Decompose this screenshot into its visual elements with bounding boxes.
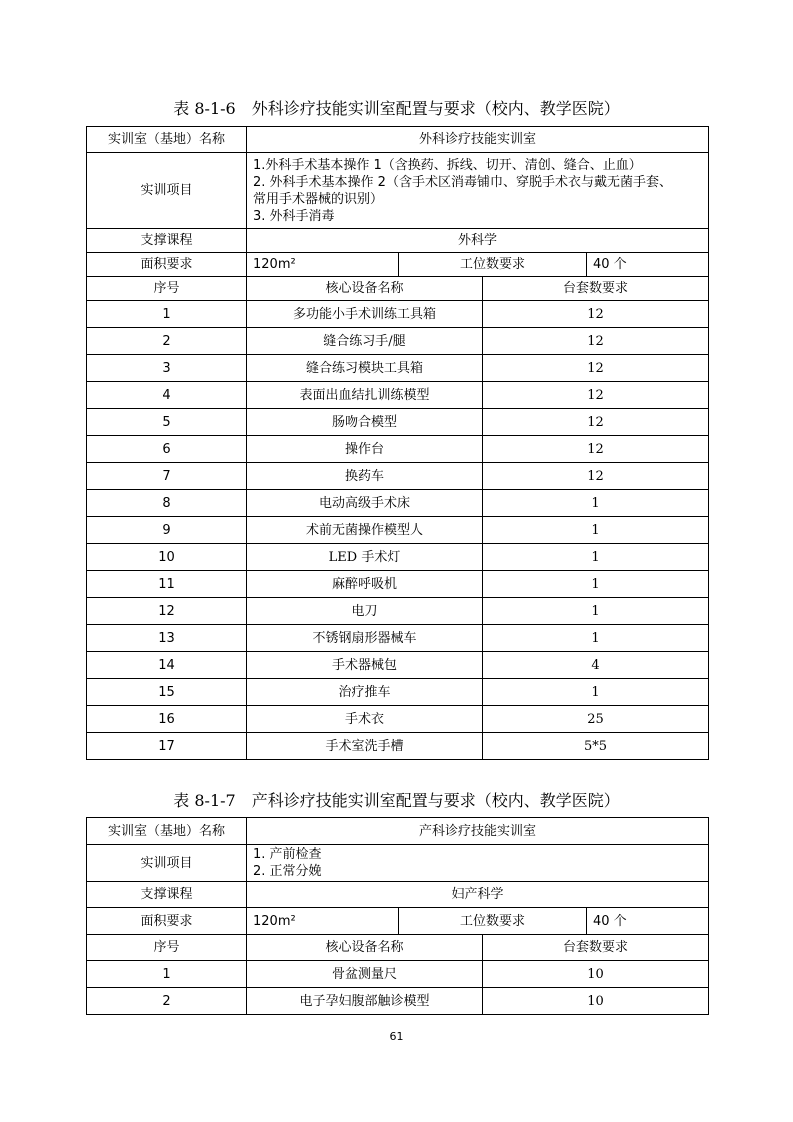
col-no-header: 序号 bbox=[87, 277, 247, 301]
project-line: 1.外科手术基本操作 1（含换药、拆线、切开、清创、缝合、止血） bbox=[253, 157, 642, 173]
project-line: 常用手术器械的识别） bbox=[253, 191, 384, 207]
course-label: 支撑课程 bbox=[87, 882, 247, 908]
page-number: 61 bbox=[389, 1030, 404, 1043]
table-row bbox=[87, 328, 709, 355]
table1 bbox=[86, 126, 709, 760]
station-value: 40 个 bbox=[587, 253, 709, 277]
equipment-qty: 1 bbox=[483, 571, 709, 598]
equipment-name: 换药车 bbox=[247, 463, 483, 490]
equipment-name: 表面出血结扎训练模型 bbox=[247, 382, 483, 409]
equipment-qty: 12 bbox=[483, 382, 709, 409]
equipment-name: 缝合练习模块工具箱 bbox=[247, 355, 483, 382]
station-label: 工位数要求 bbox=[399, 908, 587, 935]
row-no: 6 bbox=[87, 436, 247, 463]
table-row bbox=[87, 706, 709, 733]
table-row bbox=[87, 490, 709, 517]
room-value: 外科诊疗技能实训室 bbox=[247, 127, 709, 153]
equipment-name: 手术衣 bbox=[247, 706, 483, 733]
table-row bbox=[87, 382, 709, 409]
room-label: 实训室（基地）名称 bbox=[87, 818, 247, 845]
equipment-name: 治疗推车 bbox=[247, 679, 483, 706]
row-no: 12 bbox=[87, 598, 247, 625]
project-list bbox=[247, 845, 709, 882]
equipment-qty: 1 bbox=[483, 679, 709, 706]
row-no: 4 bbox=[87, 382, 247, 409]
equipment-name: 手术器械包 bbox=[247, 652, 483, 679]
room-label: 实训室（基地）名称 bbox=[87, 127, 247, 153]
row-no: 15 bbox=[87, 679, 247, 706]
equipment-name: 电动高级手术床 bbox=[247, 490, 483, 517]
equipment-name: 肠吻合模型 bbox=[247, 409, 483, 436]
equipment-qty: 1 bbox=[483, 490, 709, 517]
equipment-name: 电子孕妇腹部触诊模型 bbox=[247, 988, 483, 1015]
project-line: 3. 外科手消毒 bbox=[253, 208, 335, 224]
col-qty-header: 台套数要求 bbox=[483, 935, 709, 961]
table-row bbox=[87, 436, 709, 463]
equipment-qty: 1 bbox=[483, 625, 709, 652]
row-no: 9 bbox=[87, 517, 247, 544]
project-label: 实训项目 bbox=[87, 845, 247, 882]
project-line: 2. 正常分娩 bbox=[253, 864, 322, 879]
col-qty-header: 台套数要求 bbox=[483, 277, 709, 301]
equipment-qty: 5*5 bbox=[483, 733, 709, 760]
equipment-qty: 10 bbox=[483, 961, 709, 988]
row-no: 1 bbox=[87, 961, 247, 988]
table1-caption: 表 8-1-6 外科诊疗技能实训室配置与要求（校内、教学医院） bbox=[173, 99, 620, 118]
area-value: 120m² bbox=[247, 253, 399, 277]
equipment-name: 缝合练习手/腿 bbox=[247, 328, 483, 355]
table-row bbox=[87, 517, 709, 544]
table-row bbox=[87, 679, 709, 706]
table2 bbox=[86, 817, 709, 1015]
course-value: 外科学 bbox=[247, 229, 709, 253]
row-no: 17 bbox=[87, 733, 247, 760]
row-no: 14 bbox=[87, 652, 247, 679]
equipment-name: 术前无菌操作模型人 bbox=[247, 517, 483, 544]
row-no: 2 bbox=[87, 328, 247, 355]
table-row bbox=[87, 598, 709, 625]
area-label: 面积要求 bbox=[87, 253, 247, 277]
equipment-qty: 12 bbox=[483, 355, 709, 382]
equipment-qty: 12 bbox=[483, 328, 709, 355]
project-line: 1. 产前检查 bbox=[253, 847, 322, 862]
equipment-qty: 1 bbox=[483, 517, 709, 544]
table-row bbox=[87, 988, 709, 1015]
equipment-qty: 1 bbox=[483, 598, 709, 625]
table-row bbox=[87, 301, 709, 328]
area-value: 120m² bbox=[247, 908, 399, 935]
row-no: 8 bbox=[87, 490, 247, 517]
row-no: 5 bbox=[87, 409, 247, 436]
room-value: 产科诊疗技能实训室 bbox=[247, 818, 709, 845]
col-name-header: 核心设备名称 bbox=[247, 935, 483, 961]
table-row bbox=[87, 625, 709, 652]
course-value: 妇产科学 bbox=[247, 882, 709, 908]
equipment-qty: 25 bbox=[483, 706, 709, 733]
col-no-header: 序号 bbox=[87, 935, 247, 961]
row-no: 7 bbox=[87, 463, 247, 490]
table-row bbox=[87, 733, 709, 760]
equipment-qty: 12 bbox=[483, 436, 709, 463]
table-row bbox=[87, 409, 709, 436]
equipment-qty: 1 bbox=[483, 544, 709, 571]
equipment-name: 骨盆测量尺 bbox=[247, 961, 483, 988]
table2-caption: 表 8-1-7 产科诊疗技能实训室配置与要求（校内、教学医院） bbox=[173, 791, 620, 810]
equipment-qty: 4 bbox=[483, 652, 709, 679]
col-name-header: 核心设备名称 bbox=[247, 277, 483, 301]
project-label: 实训项目 bbox=[87, 153, 247, 229]
row-no: 2 bbox=[87, 988, 247, 1015]
table-row bbox=[87, 961, 709, 988]
station-label: 工位数要求 bbox=[399, 253, 587, 277]
row-no: 16 bbox=[87, 706, 247, 733]
table-row bbox=[87, 571, 709, 598]
table-row bbox=[87, 652, 709, 679]
row-no: 1 bbox=[87, 301, 247, 328]
project-line: 2. 外科手术基本操作 2（含手术区消毒铺巾、穿脱手术衣与戴无菌手套、 bbox=[253, 174, 672, 190]
equipment-name: 电刀 bbox=[247, 598, 483, 625]
equipment-name: 不锈钢扇形器械车 bbox=[247, 625, 483, 652]
equipment-qty: 12 bbox=[483, 463, 709, 490]
course-label: 支撑课程 bbox=[87, 229, 247, 253]
equipment-name: 手术室洗手槽 bbox=[247, 733, 483, 760]
equipment-qty: 12 bbox=[483, 409, 709, 436]
station-value: 40 个 bbox=[587, 908, 709, 935]
equipment-name: LED 手术灯 bbox=[247, 544, 483, 571]
table-row bbox=[87, 544, 709, 571]
equipment-qty: 10 bbox=[483, 988, 709, 1015]
equipment-name: 麻醉呼吸机 bbox=[247, 571, 483, 598]
equipment-qty: 12 bbox=[483, 301, 709, 328]
project-list bbox=[247, 153, 709, 229]
row-no: 13 bbox=[87, 625, 247, 652]
table-row bbox=[87, 463, 709, 490]
area-label: 面积要求 bbox=[87, 908, 247, 935]
row-no: 11 bbox=[87, 571, 247, 598]
row-no: 3 bbox=[87, 355, 247, 382]
equipment-name: 操作台 bbox=[247, 436, 483, 463]
row-no: 10 bbox=[87, 544, 247, 571]
equipment-name: 多功能小手术训练工具箱 bbox=[247, 301, 483, 328]
table-row bbox=[87, 355, 709, 382]
